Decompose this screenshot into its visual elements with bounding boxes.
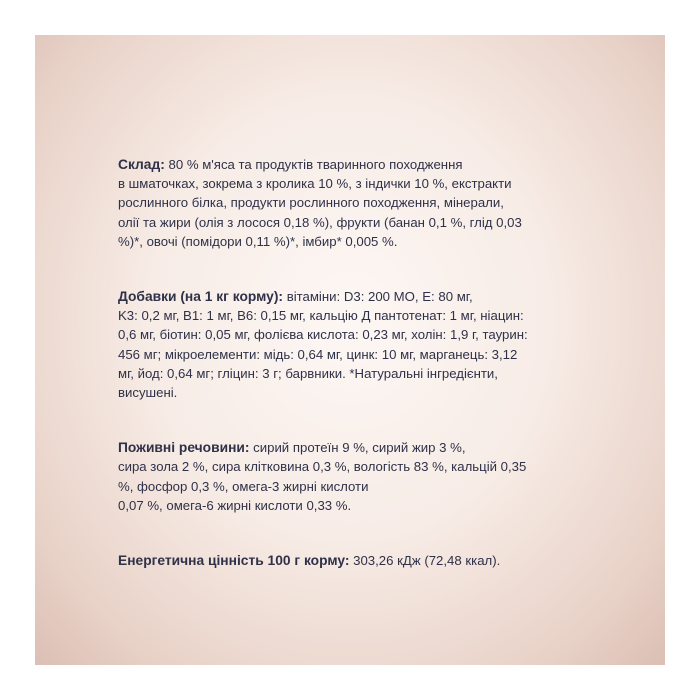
nutrients-line-2: сира зола 2 %, сира клітковина 0,3 %, вологість 83 %, кальцій 0,35 xyxy=(118,459,527,475)
composition-line-2: в шматочках, зокрема з кролика 10 %, з індички 10 %, екстракти xyxy=(118,176,512,192)
nutrients-line-1 xyxy=(118,438,598,457)
additives-line-4: 456 мг; мікроелементи: мідь: 0,64 мг, цинк: 10 мг, марганець: 3,12 xyxy=(118,346,518,362)
energy-text: 303,26 кДж (72,48 ккал). xyxy=(349,553,501,569)
additives-text: вітаміни: D3: 200 МО, E: 80 мг, xyxy=(283,289,473,305)
composition-section xyxy=(118,155,598,251)
energy-label: Енергетична цінність 100 г корму: xyxy=(118,553,350,569)
composition-line-3: рослинного білка, продукти рослинного походження, мінерали, xyxy=(118,195,504,211)
nutrients-text: сирий протеїн 9 %, сирий жир 3 %, xyxy=(249,440,466,456)
nutrients-line-4: 0,07 %, омега-6 жирні кислоти 0,33 %. xyxy=(118,497,352,513)
energy-section xyxy=(118,551,598,570)
additives-line-6: висушені. xyxy=(118,385,178,401)
nutrients-line-3: %, фосфор 0,3 %, омега-3 жирні кислоти xyxy=(118,478,369,494)
additives-line-1 xyxy=(118,287,598,306)
composition-line-5: %)*, овочі (помідори 0,11 %)*, імбир* 0,005 %. xyxy=(118,233,398,249)
energy-line-1 xyxy=(118,551,598,570)
additives-section xyxy=(118,287,598,402)
additives-line-3: 0,6 мг, біотин: 0,05 мг, фолієва кислота: 0,23 мг, холін: 1,9 г, таурин: xyxy=(118,327,528,343)
nutrients-label: Поживні речовини: xyxy=(118,440,250,456)
ingredients-text xyxy=(118,155,598,570)
additives-line-2: K3: 0,2 мг, B1: 1 мг, B6: 0,15 мг, кальцію Д пантотенат: 1 мг, ніацин: xyxy=(118,308,524,324)
nutrients-section xyxy=(118,438,598,515)
composition-line-1 xyxy=(118,155,598,174)
additives-line-5: мг, йод: 0,64 мг; гліцин: 3 г; барвники. *Натуральні інгредієнти, xyxy=(118,365,498,381)
composition-text: 80 % м'яса та продуктів тваринного походження xyxy=(164,157,463,172)
background-panel xyxy=(35,35,665,665)
composition-line-4: олії та жири (олія з лосося 0,18 %), фрукти (банан 0,1 %, глід 0,03 xyxy=(118,214,522,230)
additives-label: Добавки (на 1 кг корму): xyxy=(118,289,284,305)
composition-label: Склад: xyxy=(118,157,165,172)
